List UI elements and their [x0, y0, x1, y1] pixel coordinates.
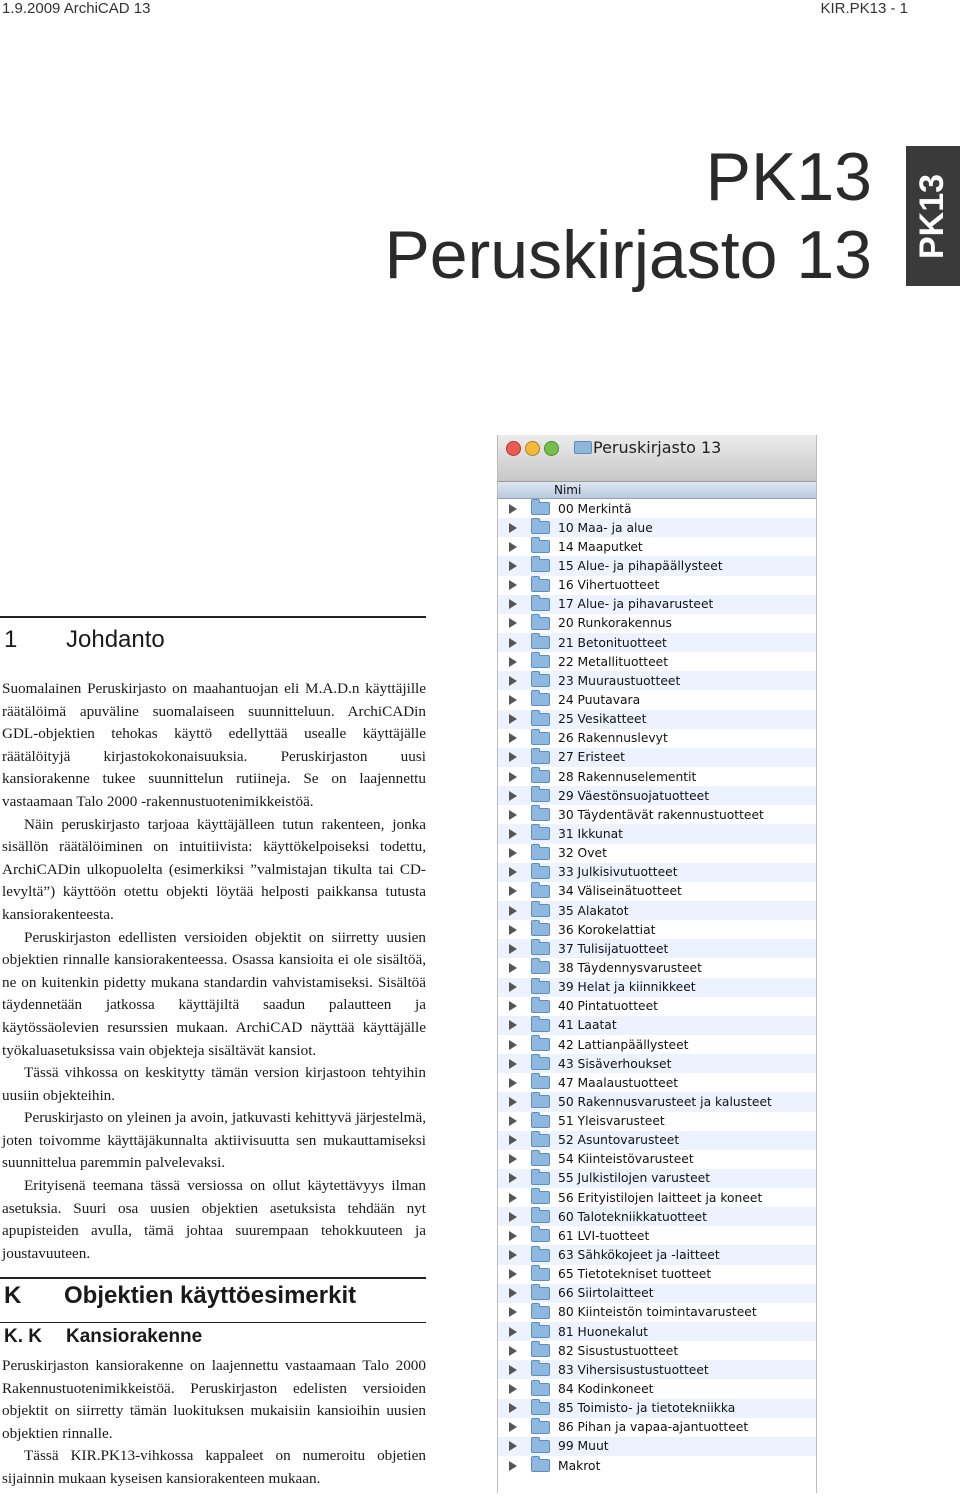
paragraph: Peruskirjaston kansiorakenne on laajennettu vastaamaan Talo 2000 Rakennustuotenimikkeistöä. Peruskirjaston edelisten versioiden objektit on siirretty tämän luokituksen mukaisiin kansioihin uusien objektien rinnalle. — [2, 1357, 426, 1442]
folder-row[interactable] — [498, 1341, 816, 1360]
folder-icon — [531, 1210, 550, 1223]
section-number: 1 — [4, 626, 18, 653]
folder-name: 31 Ikkunat — [558, 826, 623, 841]
folder-icon — [531, 1421, 550, 1434]
column-header-name[interactable]: Nimi — [498, 482, 816, 499]
disclosure-triangle-icon[interactable] — [509, 1154, 517, 1164]
folder-name: 27 Eristeet — [558, 750, 625, 765]
folder-row[interactable] — [498, 1418, 816, 1437]
folder-icon — [531, 885, 550, 898]
folder-name: 43 Sisäverhoukset — [558, 1056, 672, 1071]
disclosure-triangle-icon[interactable] — [509, 963, 517, 973]
section-rule — [0, 1277, 426, 1279]
folder-icon — [531, 942, 550, 955]
folder-icon — [531, 559, 550, 572]
disclosure-triangle-icon[interactable] — [509, 523, 517, 533]
header-page-code: KIR.PK13 - 1 — [820, 0, 908, 17]
folder-name: 50 Rakennusvarusteet ja kalusteet — [558, 1094, 772, 1109]
folder-icon — [531, 1153, 550, 1166]
folder-name: 82 Sisustustuotteet — [558, 1343, 679, 1358]
side-tab — [906, 146, 960, 286]
folder-row[interactable] — [498, 595, 816, 614]
folder-row[interactable] — [498, 652, 816, 671]
subsection-title: Kansiorakenne — [66, 1326, 203, 1347]
folder-name: 63 Sähkökojeet ja -laitteet — [558, 1248, 720, 1263]
folder-name: 56 Erityistilojen laitteet ja koneet — [558, 1190, 763, 1205]
disclosure-triangle-icon[interactable] — [509, 1327, 517, 1337]
folder-icon — [531, 1306, 550, 1319]
disclosure-triangle-icon[interactable] — [509, 1059, 517, 1069]
folder-icon — [531, 1459, 550, 1472]
disclosure-triangle-icon[interactable] — [509, 618, 517, 628]
folder-row[interactable] — [498, 1035, 816, 1054]
folder-icon — [531, 1172, 550, 1185]
folder-row[interactable] — [498, 1265, 816, 1284]
folder-icon — [531, 1440, 550, 1453]
disclosure-triangle-icon[interactable] — [509, 714, 517, 724]
disclosure-triangle-icon[interactable] — [509, 752, 517, 762]
folder-name: 17 Alue- ja pihavarusteet — [558, 597, 714, 612]
section-title: Objektien käyttöesimerkit — [64, 1282, 357, 1309]
folder-icon — [531, 1038, 550, 1051]
folder-row[interactable] — [498, 1437, 816, 1456]
folder-icon — [531, 655, 550, 668]
disclosure-triangle-icon[interactable] — [509, 580, 517, 590]
disclosure-triangle-icon[interactable] — [509, 810, 517, 820]
folder-icon — [531, 1019, 550, 1032]
disclosure-triangle-icon[interactable] — [509, 829, 517, 839]
disclosure-triangle-icon[interactable] — [509, 791, 517, 801]
folder-name: 42 Lattianpäällysteet — [558, 1037, 689, 1052]
folder-name: 21 Betonituotteet — [558, 635, 667, 650]
folder-row[interactable] — [498, 805, 816, 824]
folder-row[interactable] — [498, 958, 816, 977]
subsection-heading-folders — [4, 1326, 202, 1348]
disclosure-triangle-icon[interactable] — [509, 1078, 517, 1088]
folder-row[interactable] — [498, 1073, 816, 1092]
folder-icon — [531, 904, 550, 917]
disclosure-triangle-icon[interactable] — [509, 1193, 517, 1203]
folder-name: 47 Maalaustuotteet — [558, 1075, 679, 1090]
folder-name: Makrot — [558, 1458, 601, 1473]
folder-row[interactable] — [498, 1188, 816, 1207]
folder-name: 16 Vihertuotteet — [558, 578, 660, 593]
close-window-icon[interactable] — [506, 441, 521, 456]
disclosure-triangle-icon[interactable] — [509, 1116, 517, 1126]
disclosure-triangle-icon[interactable] — [509, 676, 517, 686]
folder-row[interactable] — [498, 1112, 816, 1131]
section-title: Johdanto — [66, 626, 165, 653]
folder-icon — [531, 961, 550, 974]
folder-name: 10 Maa- ja alue — [558, 520, 653, 535]
folder-icon — [531, 770, 550, 783]
folder-name: 40 Pintatuotteet — [558, 999, 659, 1014]
disclosure-triangle-icon[interactable] — [509, 1231, 517, 1241]
folder-row[interactable] — [498, 671, 816, 690]
disclosure-triangle-icon[interactable] — [509, 1212, 517, 1222]
disclosure-triangle-icon[interactable] — [509, 1422, 517, 1432]
disclosure-triangle-icon[interactable] — [509, 1441, 517, 1451]
disclosure-triangle-icon[interactable] — [509, 925, 517, 935]
folder-name: 15 Alue- ja pihapäällysteet — [558, 558, 723, 573]
paragraph: Tässä KIR.PK13-vihkossa kappaleet on numeroitu objetien sijainnin mukaan kyseisen kansiorakenteen mukaan. — [2, 1447, 426, 1487]
folder-row[interactable] — [498, 786, 816, 805]
folder-row[interactable] — [498, 939, 816, 958]
folder-row[interactable] — [498, 978, 816, 997]
folder-name: 51 Yleisvarusteet — [558, 1114, 665, 1129]
subsection-number: K. K — [4, 1326, 42, 1347]
folder-name: 36 Korokelattiat — [558, 922, 656, 937]
folder-icon — [531, 1363, 550, 1376]
folder-name: 14 Maaputket — [558, 539, 643, 554]
folder-icon — [531, 1076, 550, 1089]
folder-name: 20 Runkorakennus — [558, 616, 672, 631]
disclosure-triangle-icon[interactable] — [509, 1403, 517, 1413]
folder-icon — [531, 847, 550, 860]
paragraph: Näin peruskirjasto tarjoaa käyttäjälleen tutun rakenteen, jonka sisällön räätälöiminen on intuitiivista: käyttökelpoiseksi todettu, ArchiCADin ulkopuolelta (esimerkiksi ”valmistajan tikulta tai CD-levyltä”) käyttöön otettu objekti löytää helposti paikkansa tutusta kansiorakenteesta. — [2, 815, 426, 923]
folder-row[interactable] — [498, 633, 816, 652]
folder-name: 30 Täydentävät rakennustuotteet — [558, 807, 764, 822]
folder-icon — [531, 1249, 550, 1262]
side-tab-label: PK13 — [913, 173, 952, 259]
page-title-name: Peruskirjasto 13 — [384, 217, 872, 293]
paragraph: Suomalainen Peruskirjasto on maahantuojan eli M.A.D.n käyttäjille räätälöimä apuväline suomalaiseen suunnitteluun. ArchiCADin GDL-objektien tehokas käyttö edellyttää usealle käyttäjälle räätälöityjä kirjastokokonaisuuksia. Peruskirjaston uusi kansiorakenne tukee suunnittelun rutiineja. Se on laajennettu vastaamaan Talo 2000 -rakennustuotenimikkeistöä. — [2, 680, 426, 810]
disclosure-triangle-icon[interactable] — [509, 906, 517, 916]
folder-row[interactable] — [498, 1303, 816, 1322]
folder-row[interactable] — [498, 824, 816, 843]
paragraph: Erityisenä teemana tässä versiossa on ollut käytettävyys ilman asetuksia. Suuri osa uusien objektien asetuksista tehdään nyt apupisteiden avulla, tämä johtaa suurempaan tehokkuuteen ja joustavuuteen. — [2, 1177, 426, 1262]
folder-name: 61 LVI-tuotteet — [558, 1228, 650, 1243]
folder-name: 29 Väestönsuojatuotteet — [558, 788, 710, 803]
section-rule — [0, 616, 426, 618]
disclosure-triangle-icon[interactable] — [509, 599, 517, 609]
folder-row[interactable] — [498, 1322, 816, 1341]
disclosure-triangle-icon[interactable] — [509, 1040, 517, 1050]
finder-titlebar — [498, 435, 816, 482]
folder-name: 38 Täydennysvarusteet — [558, 960, 702, 975]
disclosure-triangle-icon[interactable] — [509, 944, 517, 954]
folder-list — [498, 499, 816, 1475]
folder-name: 41 Laatat — [558, 1018, 617, 1033]
folder-row[interactable] — [498, 1284, 816, 1303]
folder-icon — [531, 617, 550, 630]
folder-icon — [531, 713, 550, 726]
folder-name: 99 Muut — [558, 1439, 609, 1454]
folder-name: 81 Huonekalut — [558, 1324, 648, 1339]
folder-row[interactable] — [498, 1379, 816, 1398]
folder-name: 33 Julkisivutuotteet — [558, 865, 678, 880]
folder-row[interactable] — [498, 1399, 816, 1418]
disclosure-triangle-icon[interactable] — [509, 1461, 517, 1471]
folder-icon — [531, 540, 550, 553]
folder-icon — [531, 1000, 550, 1013]
folder-row[interactable] — [498, 710, 816, 729]
paragraph: Peruskirjaston edellisten versioiden objektit on siirretty uusien objektien rinnalle kansiorakenteessa. Osassa kansioita ei ole sisältöä, ne on kuitenkin pidetty mukana standardin vahvistamiseksi. Sisältöä täydennetään jatkossa käyttäjiltä saadun palautteen ja käytössäolevien resurssien mukaan. ArchiCAD näyttää käyttäjälle työkaluasetuksissa vain objekteja sisältävät kansiot. — [2, 928, 426, 1059]
folder-row[interactable] — [498, 1054, 816, 1073]
folder-icon — [531, 636, 550, 649]
folder-row[interactable] — [498, 1226, 816, 1245]
folder-icon — [531, 502, 550, 515]
folder-row[interactable] — [498, 1207, 816, 1226]
folder-structure-body — [2, 1355, 426, 1491]
folder-icon — [531, 1229, 550, 1242]
disclosure-triangle-icon[interactable] — [509, 657, 517, 667]
folder-icon — [531, 1344, 550, 1357]
page-title-code: PK13 — [705, 139, 872, 215]
folder-name: 32 Ovet — [558, 846, 607, 861]
folder-name: 24 Puutavara — [558, 692, 641, 707]
folder-row[interactable] — [498, 1360, 816, 1379]
folder-icon — [531, 751, 550, 764]
folder-icon — [531, 693, 550, 706]
folder-name: 65 Tietotekniset tuotteet — [558, 1267, 712, 1282]
folder-icon — [531, 1383, 550, 1396]
folder-row[interactable] — [498, 556, 816, 575]
paragraph: Peruskirjasto on yleinen ja avoin, jatkuvasti kehittyvä järjestelmä, joten toivomme käyttäjäkunnalta aktiivisuutta sen mukauttamiseksi suunnittelua paremmin palvelevaksi. — [2, 1109, 426, 1172]
folder-row[interactable] — [498, 1245, 816, 1264]
folder-name: 60 Talotekniikkatuotteet — [558, 1209, 707, 1224]
folder-row[interactable] — [498, 882, 816, 901]
disclosure-triangle-icon[interactable] — [509, 638, 517, 648]
folder-row[interactable] — [498, 1150, 816, 1169]
minimize-window-icon[interactable] — [525, 441, 540, 456]
folder-icon — [531, 1268, 550, 1281]
folder-icon — [531, 789, 550, 802]
finder-window — [497, 435, 817, 1493]
folder-name: 28 Rakennuselementit — [558, 769, 697, 784]
folder-icon — [531, 521, 550, 534]
folder-name: 39 Helat ja kiinnikkeet — [558, 980, 696, 995]
folder-name: 80 Kiinteistön toimintavarusteet — [558, 1305, 757, 1320]
folder-row[interactable] — [498, 901, 816, 920]
folder-icon — [531, 1325, 550, 1338]
disclosure-triangle-icon[interactable] — [509, 848, 517, 858]
section-heading-examples — [4, 1282, 356, 1310]
folder-row[interactable] — [498, 499, 816, 518]
folder-icon — [531, 1402, 550, 1415]
folder-name: 34 Väliseinätuotteet — [558, 884, 682, 899]
folder-name: 37 Tulisijatuotteet — [558, 941, 669, 956]
folder-row[interactable] — [498, 863, 816, 882]
disclosure-triangle-icon[interactable] — [509, 1135, 517, 1145]
folder-row[interactable] — [498, 997, 816, 1016]
disclosure-triangle-icon[interactable] — [509, 733, 517, 743]
paragraph: Tässä vihkossa on keskitytty tämän version kirjastoon tehtyihin uusiin objekteihin. — [2, 1064, 426, 1104]
folder-row[interactable] — [498, 518, 816, 537]
folder-row[interactable] — [498, 576, 816, 595]
disclosure-triangle-icon[interactable] — [509, 504, 517, 514]
folder-icon — [531, 866, 550, 879]
folder-row[interactable] — [498, 1169, 816, 1188]
folder-row[interactable] — [498, 767, 816, 786]
section-heading-intro — [4, 626, 165, 654]
folder-icon — [531, 1134, 550, 1147]
folder-icon — [531, 1057, 550, 1070]
folder-name: 84 Kodinkoneet — [558, 1382, 654, 1397]
folder-icon — [531, 1287, 550, 1300]
disclosure-triangle-icon[interactable] — [509, 1346, 517, 1356]
folder-name: 85 Toimisto- ja tietotekniikka — [558, 1401, 736, 1416]
folder-icon — [531, 598, 550, 611]
folder-name: 35 Alakatot — [558, 903, 629, 918]
disclosure-triangle-icon[interactable] — [509, 1097, 517, 1107]
disclosure-triangle-icon[interactable] — [509, 1288, 517, 1298]
folder-name: 52 Asuntovarusteet — [558, 1133, 680, 1148]
intro-body — [2, 678, 426, 1265]
folder-row[interactable] — [498, 690, 816, 709]
disclosure-triangle-icon[interactable] — [509, 1307, 517, 1317]
folder-row[interactable] — [498, 1092, 816, 1111]
folder-icon — [531, 923, 550, 936]
disclosure-triangle-icon[interactable] — [509, 886, 517, 896]
disclosure-triangle-icon[interactable] — [509, 982, 517, 992]
disclosure-triangle-icon[interactable] — [509, 1269, 517, 1279]
folder-name: 00 Merkintä — [558, 501, 632, 516]
folder-icon — [531, 1115, 550, 1128]
folder-name: 83 Vihersisustustuotteet — [558, 1362, 709, 1377]
disclosure-triangle-icon[interactable] — [509, 561, 517, 571]
disclosure-triangle-icon[interactable] — [509, 772, 517, 782]
folder-row[interactable] — [498, 1016, 816, 1035]
folder-icon — [531, 827, 550, 840]
folder-name: 23 Muuraustuotteet — [558, 673, 681, 688]
folder-row[interactable] — [498, 844, 816, 863]
folder-icon — [531, 1095, 550, 1108]
folder-row[interactable] — [498, 537, 816, 556]
disclosure-triangle-icon[interactable] — [509, 1384, 517, 1394]
disclosure-triangle-icon[interactable] — [509, 1020, 517, 1030]
folder-name: 26 Rakennuslevyt — [558, 731, 668, 746]
folder-name: 86 Pihan ja vapaa-ajantuotteet — [558, 1420, 749, 1435]
finder-window-title: Peruskirjasto 13 — [593, 438, 722, 457]
folder-row[interactable] — [498, 1131, 816, 1150]
folder-row[interactable] — [498, 1456, 816, 1475]
disclosure-triangle-icon[interactable] — [509, 1250, 517, 1260]
disclosure-triangle-icon[interactable] — [509, 1001, 517, 1011]
subsection-rule — [0, 1322, 426, 1323]
disclosure-triangle-icon[interactable] — [509, 695, 517, 705]
folder-row[interactable] — [498, 729, 816, 748]
disclosure-triangle-icon[interactable] — [509, 1173, 517, 1183]
folder-name: 55 Julkistilojen varusteet — [558, 1171, 711, 1186]
folder-name: 25 Vesikatteet — [558, 712, 647, 727]
section-number: K — [4, 1282, 22, 1309]
header-date-product: 1.9.2009 ArchiCAD 13 — [2, 0, 151, 17]
folder-icon — [531, 1191, 550, 1204]
folder-name: 66 Siirtolaitteet — [558, 1286, 654, 1301]
folder-row[interactable] — [498, 920, 816, 939]
folder-icon — [531, 579, 550, 592]
folder-row[interactable] — [498, 614, 816, 633]
disclosure-triangle-icon[interactable] — [509, 867, 517, 877]
folder-icon — [574, 441, 592, 454]
folder-icon — [531, 808, 550, 821]
folder-row[interactable] — [498, 748, 816, 767]
disclosure-triangle-icon[interactable] — [509, 1365, 517, 1375]
disclosure-triangle-icon[interactable] — [509, 542, 517, 552]
folder-name: 22 Metallituotteet — [558, 654, 669, 669]
zoom-window-icon[interactable] — [544, 441, 559, 456]
folder-icon — [531, 674, 550, 687]
folder-icon — [531, 981, 550, 994]
folder-name: 54 Kiinteistövarusteet — [558, 1152, 694, 1167]
folder-icon — [531, 732, 550, 745]
